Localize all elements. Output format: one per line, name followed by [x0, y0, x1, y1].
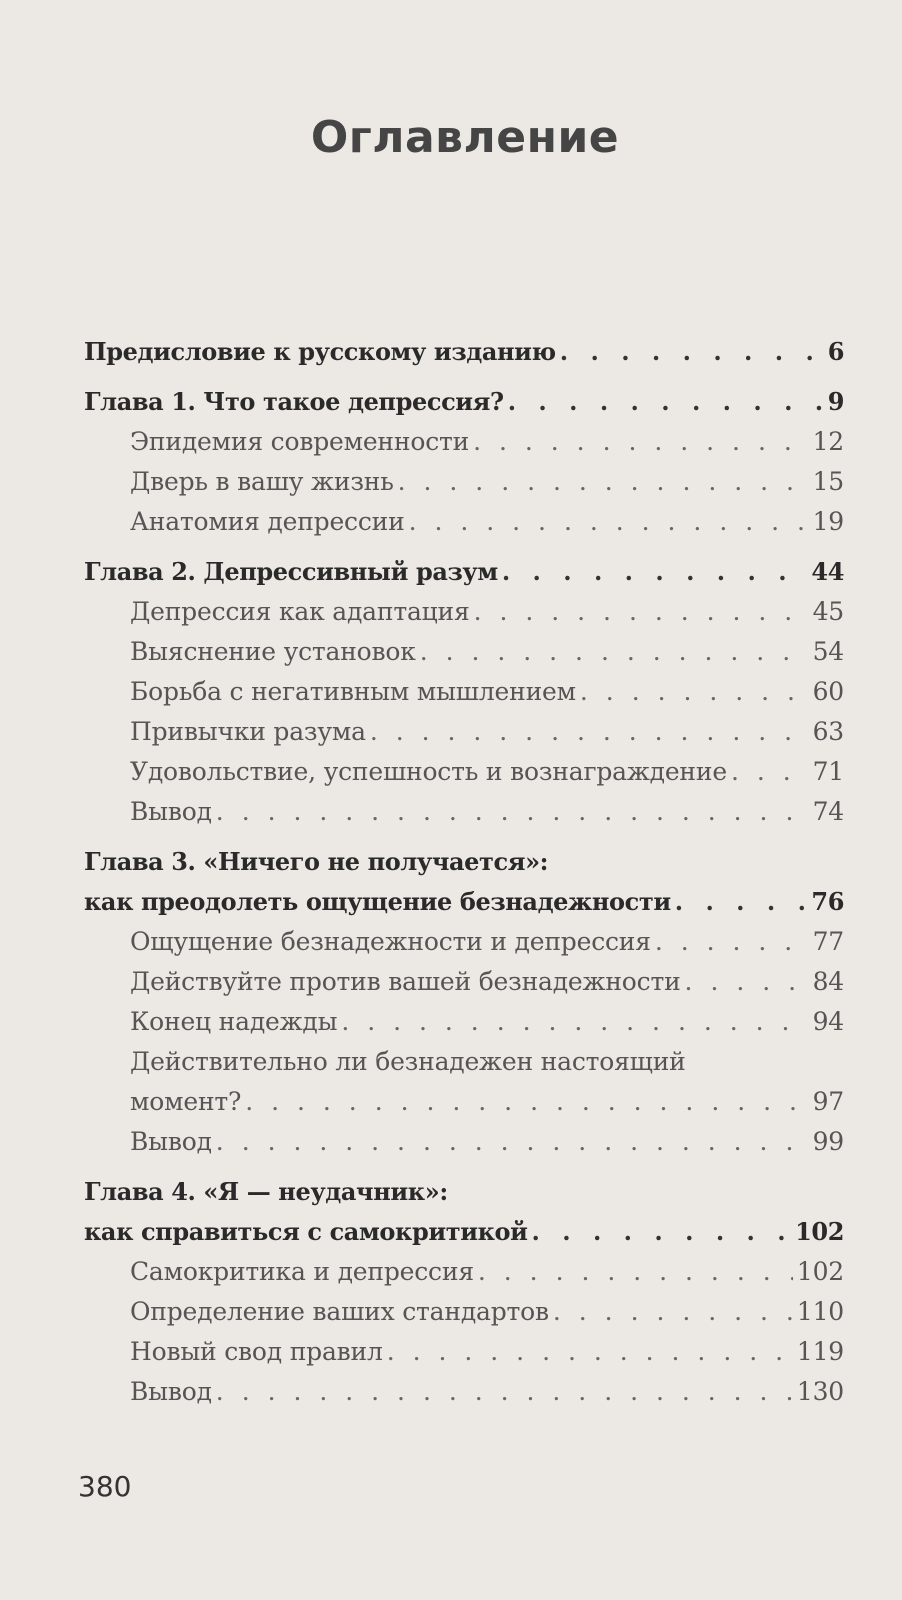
dot-leader [532, 1212, 792, 1252]
toc-section-row [84, 502, 844, 542]
toc-entry-page: 60 [812, 677, 844, 706]
toc-entry-title: Предисловие к русскому изданию [84, 337, 556, 366]
dot-leader [474, 592, 809, 632]
toc-entry-page: 74 [812, 797, 844, 826]
toc-chapter-row [84, 382, 844, 422]
toc-chapter-row [84, 882, 844, 922]
toc-entry-page: 76 [811, 887, 844, 916]
toc-entry-title: Удовольствие, успешность и вознаграждение [130, 757, 727, 786]
page-title: Оглавление [310, 112, 620, 163]
dot-leader [370, 712, 809, 752]
toc-entry-title: как преодолеть ощущение безнадежности [84, 887, 671, 916]
toc-entry-title: Депрессия как адаптация [130, 597, 470, 626]
toc-entry-page: 19 [812, 507, 844, 536]
toc-entry-title: Действуйте против вашей безнадежности [130, 967, 681, 996]
dot-leader [655, 922, 809, 962]
dot-leader [473, 422, 808, 462]
dot-leader [216, 1122, 809, 1162]
toc-entry-page: 77 [812, 927, 844, 956]
toc-chapter-row [84, 332, 844, 372]
dot-leader [341, 1002, 808, 1042]
toc-entry-page: 102 [795, 1217, 844, 1246]
toc-entry-title: Вывод [130, 797, 212, 826]
toc-section-row [84, 1372, 844, 1412]
dot-leader [675, 882, 808, 922]
toc-entry-page: 99 [812, 1127, 844, 1156]
toc-section-row [84, 462, 844, 502]
toc-section-row [84, 1002, 844, 1042]
toc-entry-title: момент? [130, 1087, 242, 1116]
toc-section-row [84, 962, 844, 1002]
toc-section-row [84, 592, 844, 632]
toc-section-row [84, 752, 844, 792]
toc-entry-title: Привычки разума [130, 717, 366, 746]
toc-section-row [84, 672, 844, 712]
toc-entry-page: 54 [812, 637, 844, 666]
toc-entry-title: Глава 4. «Я — неудачник»: [84, 1177, 448, 1206]
dot-leader [216, 792, 809, 832]
dot-leader [387, 1332, 793, 1372]
toc-entry-title: Действительно ли безнадежен настоящий [130, 1047, 686, 1076]
dot-leader [409, 502, 809, 542]
toc-entry-page: 6 [827, 337, 844, 366]
toc-entry-title: Глава 2. Депрессивный разум [84, 557, 498, 586]
toc-entry-page: 44 [811, 557, 844, 586]
toc-entry-page: 102 [796, 1257, 844, 1286]
toc-entry-title: Самокритика и депрессия [130, 1257, 474, 1286]
toc-entry-title: Выяснение установок [130, 637, 416, 666]
toc-entry-title: Анатомия депрессии [130, 507, 405, 536]
toc-entry-page: 94 [812, 1007, 844, 1036]
toc-entry-title: Борьба с негативным мышлением [130, 677, 576, 706]
page-number: 380 [78, 1470, 132, 1503]
toc-section-row [84, 712, 844, 752]
toc-entry-title: Вывод [130, 1127, 212, 1156]
toc-chapter-row [84, 552, 844, 592]
toc-entry-title: Эпидемия современности [130, 427, 470, 456]
dot-leader [580, 672, 809, 712]
dot-leader [245, 1082, 808, 1122]
toc-entry-title: Новый свод правил [130, 1337, 383, 1366]
toc-section-row [84, 422, 844, 462]
toc-section-row [84, 1122, 844, 1162]
toc-entry-title: Вывод [130, 1377, 212, 1406]
toc-section-row [84, 922, 844, 962]
toc-chapter-row [84, 1172, 844, 1212]
toc-entry-page: 9 [827, 387, 844, 416]
dot-leader [502, 552, 808, 592]
toc-entry-title: Ощущение безнадежности и депрессия [130, 927, 651, 956]
dot-leader [508, 382, 824, 422]
toc-entry-page: 63 [812, 717, 844, 746]
toc-entry-page: 97 [812, 1087, 844, 1116]
toc-section-row [84, 1082, 844, 1122]
toc-entry-page: 110 [796, 1297, 844, 1326]
toc-section-row [84, 1042, 844, 1082]
toc-section-row [84, 1332, 844, 1372]
toc-entry-title: Глава 3. «Ничего не получается»: [84, 847, 549, 876]
dot-leader [685, 962, 809, 1002]
toc-section-row [84, 632, 844, 672]
dot-leader [560, 332, 824, 372]
dot-leader [731, 752, 809, 792]
toc-entry-page: 71 [812, 757, 844, 786]
toc-entry-title: Конец надежды [130, 1007, 338, 1036]
table-of-contents [84, 332, 844, 1412]
toc-entry-page: 15 [812, 467, 844, 496]
toc-section-row [84, 792, 844, 832]
toc-entry-page: 84 [812, 967, 844, 996]
toc-entry-title: как справиться с самокритикой [84, 1217, 528, 1246]
dot-leader [216, 1372, 793, 1412]
toc-entry-page: 12 [812, 427, 844, 456]
toc-entry-page: 45 [812, 597, 844, 626]
toc-entry-page: 130 [796, 1377, 844, 1406]
dot-leader [398, 462, 809, 502]
toc-entry-title: Глава 1. Что такое депрессия? [84, 387, 504, 416]
toc-section-row [84, 1292, 844, 1332]
toc-chapter-row [84, 1212, 844, 1252]
dot-leader [478, 1252, 793, 1292]
toc-chapter-row [84, 842, 844, 882]
dot-leader [553, 1292, 793, 1332]
toc-entry-title: Определение ваших стандартов [130, 1297, 549, 1326]
dot-leader [420, 632, 809, 672]
toc-section-row [84, 1252, 844, 1292]
toc-entry-page: 119 [796, 1337, 844, 1366]
toc-entry-title: Дверь в вашу жизнь [130, 467, 394, 496]
